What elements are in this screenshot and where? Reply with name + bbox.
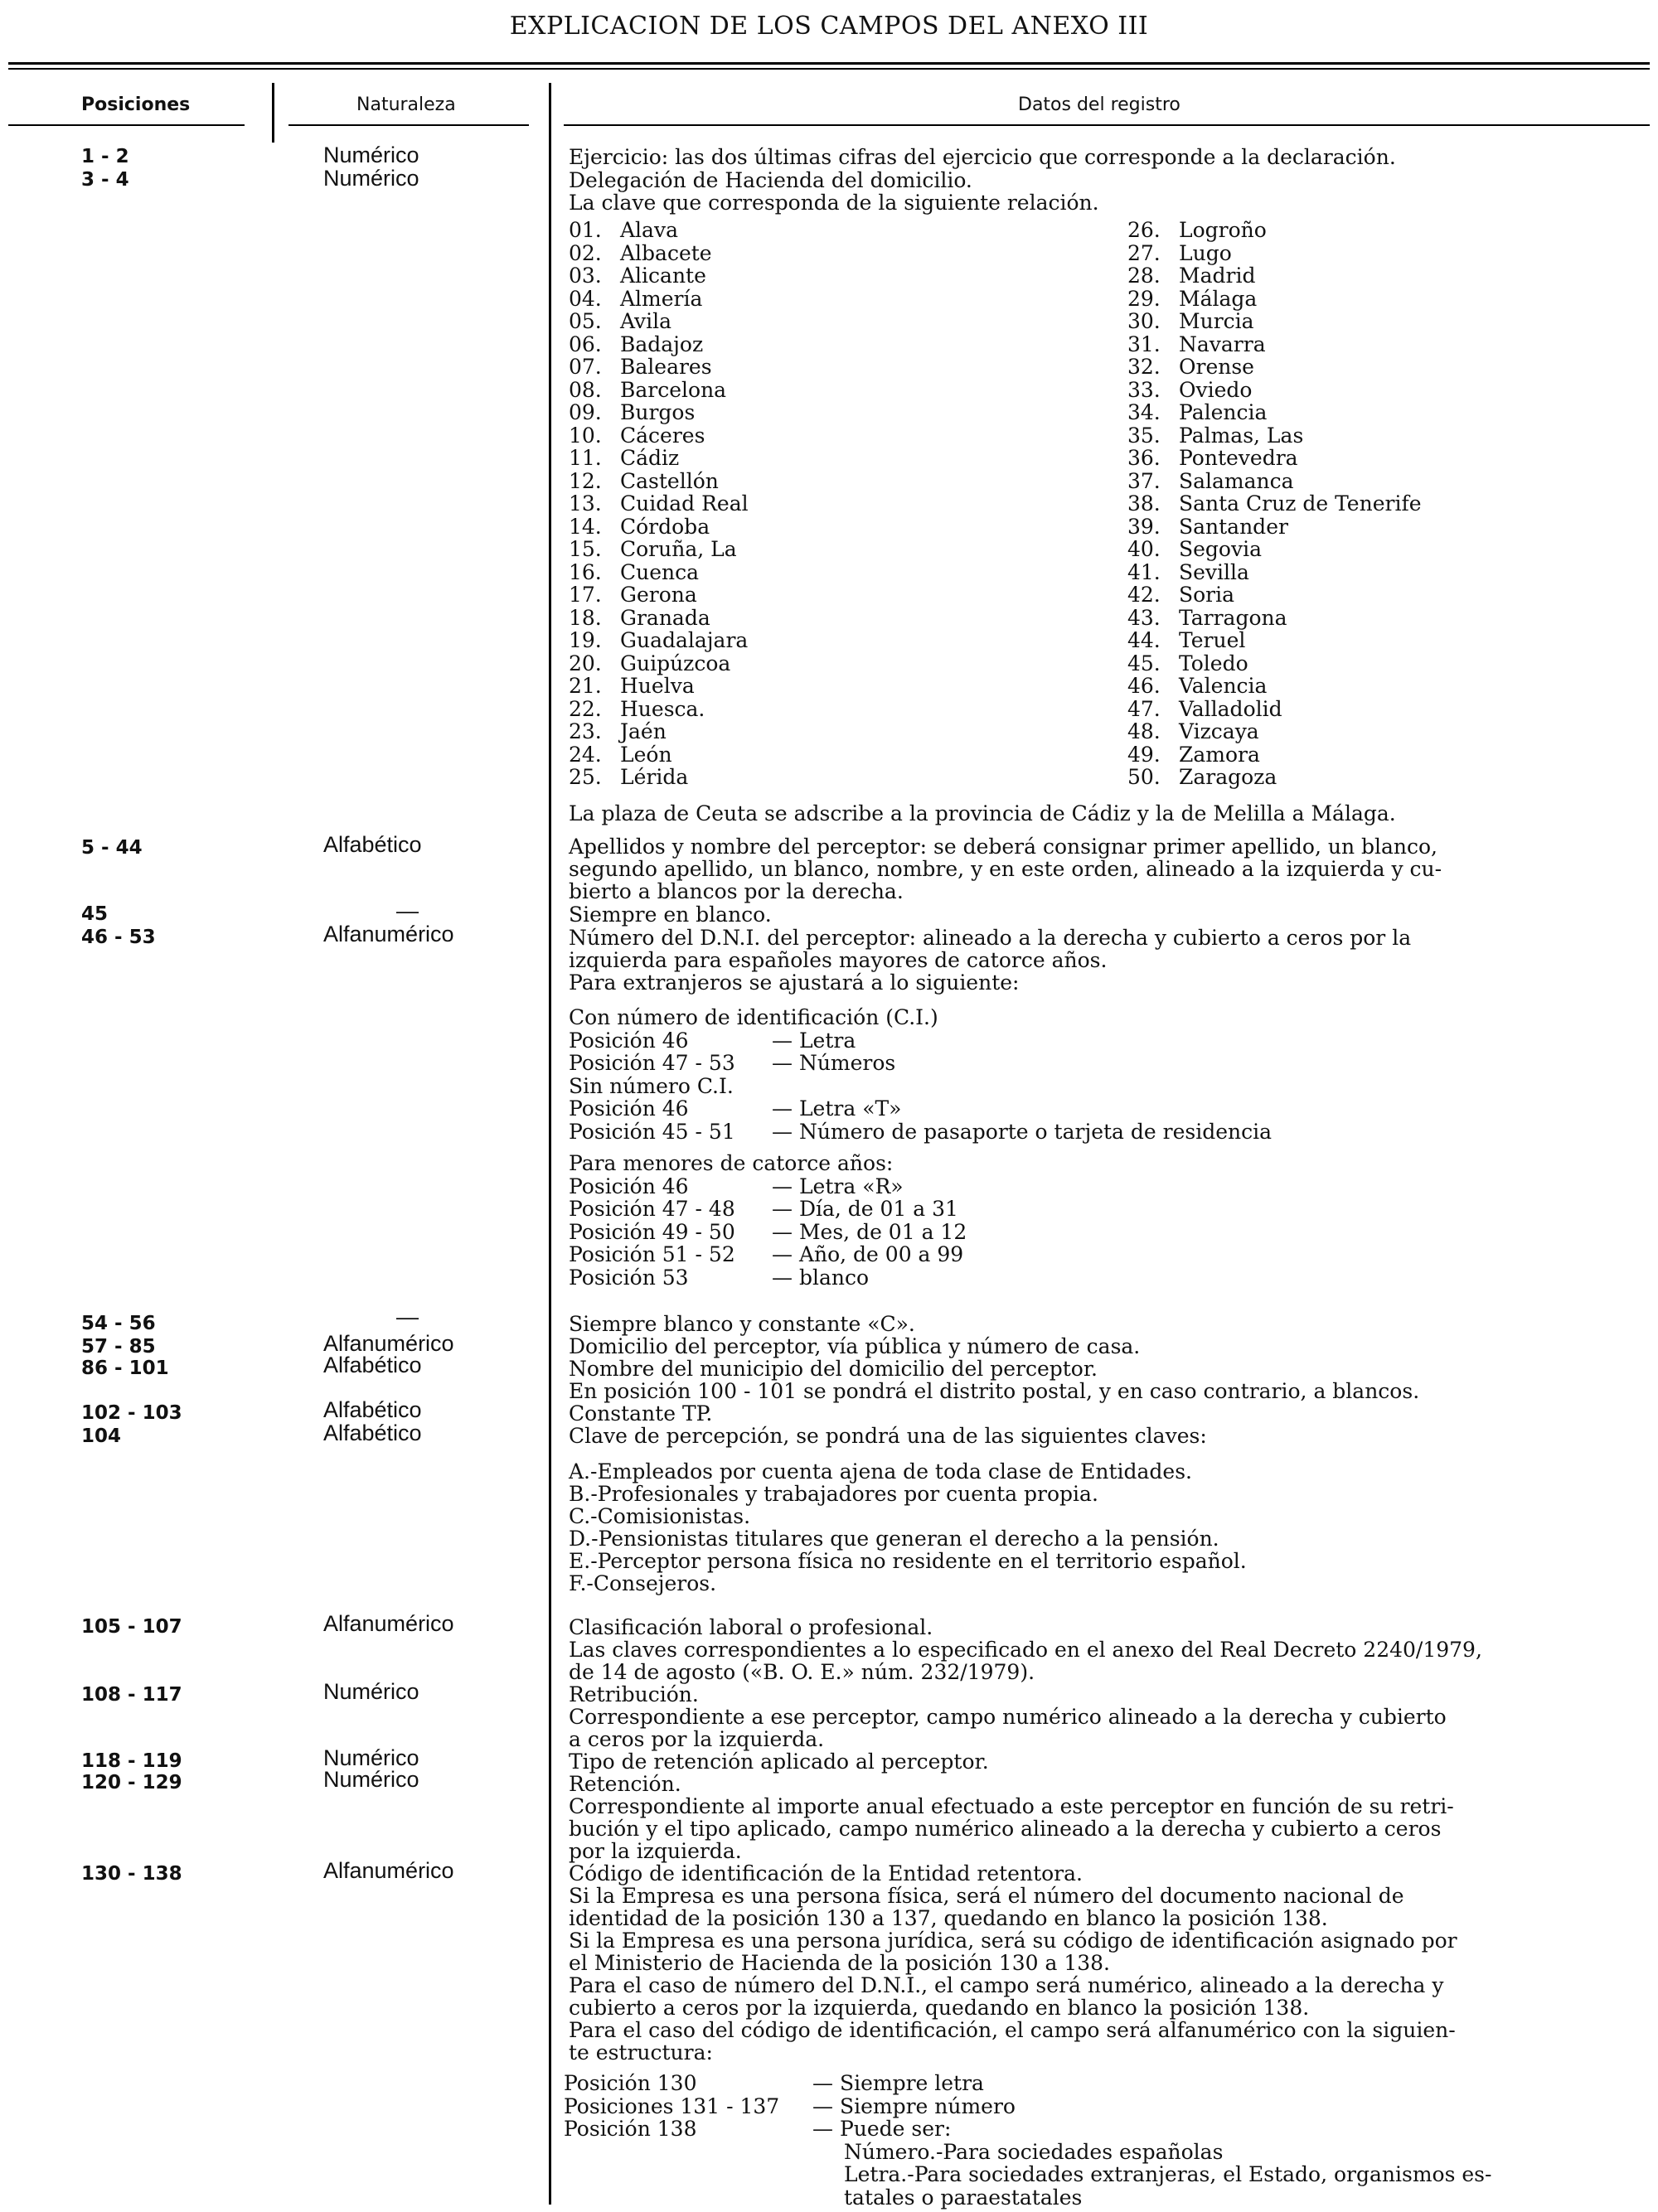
nature-label: Numérico <box>323 1679 419 1704</box>
province-item: 35. Palmas, Las <box>1127 423 1304 448</box>
data-line: Domicilio del perceptor, vía pública y número de casa. <box>569 1334 1141 1358</box>
province-item: 07. Baleares <box>569 355 712 379</box>
province-item: 25. Lérida <box>569 765 689 789</box>
province-item: 42. Soria <box>1127 583 1235 607</box>
province-item: 22. Huesca. <box>569 696 705 721</box>
data-line: Retención. <box>569 1772 681 1796</box>
data-line: el Ministerio de Hacienda de la posición 130 a 138. <box>569 1951 1110 1975</box>
province-item: 21. Huelva <box>569 674 695 698</box>
province-item: 08. Barcelona <box>569 377 727 402</box>
position-label: 86 - 101 <box>81 1358 169 1379</box>
data-line: Correspondiente al importe anual efectuado a este perceptor en función de su retri- <box>569 1794 1454 1818</box>
nature-label: — <box>396 898 419 923</box>
nature-label: Alfanumérico <box>323 1331 454 1356</box>
nature-label: Numérico <box>323 1745 419 1770</box>
data-line: izquierda para españoles mayores de catorce años. <box>569 948 1108 972</box>
province-item: 03. Alicante <box>569 264 706 288</box>
data-line: Para el caso del código de identificación, el campo será alfanumérico con la siguien- <box>569 2018 1456 2042</box>
data-line: C.-Comisionistas. <box>569 1504 751 1528</box>
data-line: cubierto a ceros por la izquierda, quedando en blanco la posición 138. <box>569 1996 1310 2020</box>
data-line: Para el caso de número del D.N.I., el campo será numérico, alineado a la derecha y <box>569 1973 1444 1997</box>
data-line: A.-Empleados por cuenta ajena de toda clase de Entidades. <box>569 1459 1192 1484</box>
position-label: 118 - 119 <box>81 1750 182 1772</box>
province-item: 49. Zamora <box>1127 742 1260 767</box>
data-line: Correspondiente a ese perceptor, campo numérico alineado a la derecha y cubierto <box>569 1705 1447 1729</box>
province-item: 44. Teruel <box>1127 628 1246 652</box>
data-line: de 14 de agosto («B. O. E.» núm. 232/1979). <box>569 1660 1035 1684</box>
data-line: La plaza de Ceuta se adscribe a la provincia de Cádiz y la de Melilla a Málaga. <box>569 801 1396 825</box>
position-label: 130 - 138 <box>81 1863 182 1885</box>
province-item: 38. Santa Cruz de Tenerife <box>1127 491 1422 515</box>
position-label: 1 - 2 <box>81 146 129 167</box>
province-item: 29. Málaga <box>1127 286 1258 311</box>
column-divider-2 <box>549 83 551 2205</box>
header-rule-1 <box>8 124 245 126</box>
entity-structure-list <box>564 2072 1491 2209</box>
data-line: Si la Empresa es una persona física, será el número del documento nacional de <box>569 1884 1404 1908</box>
nature-label: Alfanumérico <box>323 1611 454 1636</box>
province-item: 39. Santander <box>1127 514 1288 539</box>
data-line: Si la Empresa es una persona jurídica, será su código de identificación asignado por <box>569 1929 1457 1953</box>
position-label: 102 - 103 <box>81 1402 182 1424</box>
data-line: La clave que corresponda de la siguiente relación. <box>569 191 1099 215</box>
data-line: Constante TP. <box>569 1401 713 1425</box>
province-list-right <box>1127 219 1422 789</box>
data-line: identidad de la posición 130 a 137, quedando en blanco la posición 138. <box>569 1906 1328 1930</box>
data-line: segundo apellido, un blanco, nombre, y en este orden, alineado a la izquierda y cu- <box>569 857 1442 881</box>
data-line: Nombre del municipio del domicilio del perceptor. <box>569 1357 1098 1381</box>
sub-row: Posición 49 - 50 — Mes, de 01 a 12 <box>569 1219 967 1244</box>
province-item: 05. Avila <box>569 309 672 333</box>
province-item: 50. Zaragoza <box>1127 765 1277 789</box>
header-datos: Datos del registro <box>1018 94 1180 115</box>
province-item: 06. Badajoz <box>569 332 704 356</box>
sub-row: Posición 138 — Puede ser: <box>564 2117 952 2141</box>
sub-row: Posición 45 - 51 — Número de pasaporte o tarjeta de residencia <box>569 1119 1273 1144</box>
province-item: 46. Valencia <box>1127 674 1268 698</box>
position-label: 46 - 53 <box>81 927 156 948</box>
province-item: 15. Coruña, La <box>569 537 737 561</box>
data-line: En posición 100 - 101 se pondrá el distrito postal, y en caso contrario, a blancos. <box>569 1379 1420 1403</box>
data-line: E.-Perceptor persona física no residente en el territorio español. <box>569 1549 1247 1573</box>
province-item: 26. Logroño <box>1127 218 1267 242</box>
data-line: Clasificación laboral o profesional. <box>569 1615 933 1639</box>
data-line: a ceros por la izquierda. <box>569 1727 825 1751</box>
sub-row: Número.-Para sociedades españolas <box>844 2139 1224 2164</box>
data-line: Siempre blanco y constante «C». <box>569 1312 915 1336</box>
province-item: 11. Cádiz <box>569 446 680 470</box>
sub-row: Sin número C.I. <box>569 1073 734 1098</box>
province-item: 14. Córdoba <box>569 514 710 539</box>
nature-label: Alfabético <box>323 1353 422 1377</box>
province-item: 09. Burgos <box>569 400 696 424</box>
position-label: 5 - 44 <box>81 837 143 859</box>
data-line: Clave de percepción, se pondrá una de las siguientes claves: <box>569 1424 1207 1448</box>
province-item: 48. Vizcaya <box>1127 719 1259 743</box>
page-title: EXPLICACION DE LOS CAMPOS DEL ANEXO III <box>509 12 1149 41</box>
province-item: 47. Valladolid <box>1127 696 1282 721</box>
province-item: 34. Palencia <box>1127 400 1268 424</box>
header-rule-2 <box>288 124 529 126</box>
province-item: 33. Oviedo <box>1127 377 1253 402</box>
data-line: F.-Consejeros. <box>569 1571 717 1595</box>
top-rule <box>8 62 1650 65</box>
sub-row: tatales o paraestatales <box>844 2185 1083 2210</box>
nature-label: Alfanumérico <box>323 922 454 946</box>
province-item: 04. Almería <box>569 286 703 311</box>
province-item: 23. Jaén <box>569 719 667 743</box>
sub-row: Letra.-Para sociedades extranjeras, el Estado, organismos es- <box>844 2162 1492 2186</box>
sub-row: Posiciones 131 - 137 — Siempre número <box>564 2093 1016 2118</box>
data-line: D.-Pensionistas titulares que generan el derecho a la pensión. <box>569 1527 1219 1551</box>
province-item: 27. Lugo <box>1127 240 1232 265</box>
nature-label: Alfabético <box>323 1421 422 1445</box>
province-item: 28. Madrid <box>1127 264 1256 288</box>
position-label: 105 - 107 <box>81 1616 182 1638</box>
position-label: 104 <box>81 1425 122 1447</box>
position-label: 57 - 85 <box>81 1336 156 1358</box>
province-item: 30. Murcia <box>1127 309 1254 333</box>
nature-label: Alfabético <box>323 832 422 857</box>
data-line: por la izquierda. <box>569 1839 742 1863</box>
province-item: 19. Guadalajara <box>569 628 749 652</box>
nature-label: Alfanumérico <box>323 1858 454 1883</box>
position-label: 120 - 129 <box>81 1772 182 1793</box>
province-item: 40. Segovia <box>1127 537 1262 561</box>
header-posiciones: Posiciones <box>81 94 191 115</box>
province-item: 12. Castellón <box>569 468 719 493</box>
foreigners-list <box>569 1006 1272 1143</box>
position-label: 3 - 4 <box>81 169 129 191</box>
minors-list <box>569 1152 967 1289</box>
province-item: 10. Cáceres <box>569 423 705 448</box>
data-line: Delegación de Hacienda del domicilio. <box>569 168 972 192</box>
position-label: 54 - 56 <box>81 1313 156 1334</box>
sub-row: Posición 51 - 52 — Año, de 00 a 99 <box>569 1242 964 1266</box>
province-item: 16. Cuenca <box>569 559 700 584</box>
nature-label: Alfabético <box>323 1397 422 1422</box>
position-label: 45 <box>81 903 109 925</box>
top-rule-thin <box>8 68 1650 70</box>
nature-label: Numérico <box>323 1767 419 1792</box>
province-item: 13. Cuidad Real <box>569 491 749 515</box>
province-item: 01. Alava <box>569 218 678 242</box>
data-line: te estructura: <box>569 2040 713 2064</box>
header-rule-3 <box>564 124 1650 126</box>
data-line: Siempre en blanco. <box>569 903 772 927</box>
province-item: 36. Pontevedra <box>1127 446 1298 470</box>
province-item: 41. Sevilla <box>1127 559 1249 584</box>
nature-label: — <box>396 1304 419 1329</box>
province-item: 43. Tarragona <box>1127 605 1287 630</box>
position-label: 108 - 117 <box>81 1684 182 1706</box>
province-item: 45. Toledo <box>1127 651 1248 675</box>
data-line: Tipo de retención aplicado al perceptor. <box>569 1750 989 1774</box>
data-line: Apellidos y nombre del perceptor: se deberá consignar primer apellido, un blanco, <box>569 835 1437 859</box>
data-line: Retribución. <box>569 1682 699 1706</box>
province-item: 17. Gerona <box>569 583 697 607</box>
data-line: bución y el tipo aplicado, campo numérico alineado a la derecha y cubierto a ceros <box>569 1817 1442 1841</box>
sub-row: Posición 47 - 53 — Números <box>569 1051 896 1075</box>
sub-row: Posición 46 — Letra «T» <box>569 1096 902 1121</box>
province-item: 20. Guipúzcoa <box>569 651 731 675</box>
nature-label: Numérico <box>323 166 419 191</box>
nature-label: Numérico <box>323 143 419 167</box>
sub-row: Posición 46 — Letra «R» <box>569 1174 904 1198</box>
sub-row: Para menores de catorce años: <box>569 1151 894 1175</box>
header-naturaleza: Naturaleza <box>356 94 456 115</box>
province-item: 37. Salamanca <box>1127 468 1294 493</box>
sub-row: Posición 46 — Letra <box>569 1028 856 1053</box>
province-item: 31. Navarra <box>1127 332 1266 356</box>
province-item: 18. Granada <box>569 605 710 630</box>
data-line: Número del D.N.I. del perceptor: alineado a la derecha y cubierto a ceros por la <box>569 926 1412 950</box>
column-divider-1 <box>272 83 274 143</box>
data-line: bierto a blancos por la derecha. <box>569 879 904 903</box>
sub-row: Posición 130 — Siempre letra <box>564 2071 984 2095</box>
data-line: Las claves correspondientes a lo especificado en el anexo del Real Decreto 2240/1979, <box>569 1638 1482 1662</box>
province-item: 02. Albacete <box>569 240 712 265</box>
province-list-left <box>569 219 749 789</box>
sub-row: Posición 47 - 48 — Día, de 01 a 31 <box>569 1197 958 1221</box>
sub-row: Con número de identificación (C.I.) <box>569 1005 938 1029</box>
data-line: Para extranjeros se ajustará a lo siguiente: <box>569 970 1020 995</box>
data-line: Ejercicio: las dos últimas cifras del ejercicio que corresponde a la declaración. <box>569 145 1396 169</box>
data-line: Código de identificación de la Entidad retentora. <box>569 1861 1083 1885</box>
province-item: 32. Orense <box>1127 355 1254 379</box>
sub-row: Posición 53 — blanco <box>569 1265 870 1290</box>
province-item: 24. León <box>569 742 672 767</box>
data-line: B.-Profesionales y trabajadores por cuenta propia. <box>569 1482 1098 1506</box>
